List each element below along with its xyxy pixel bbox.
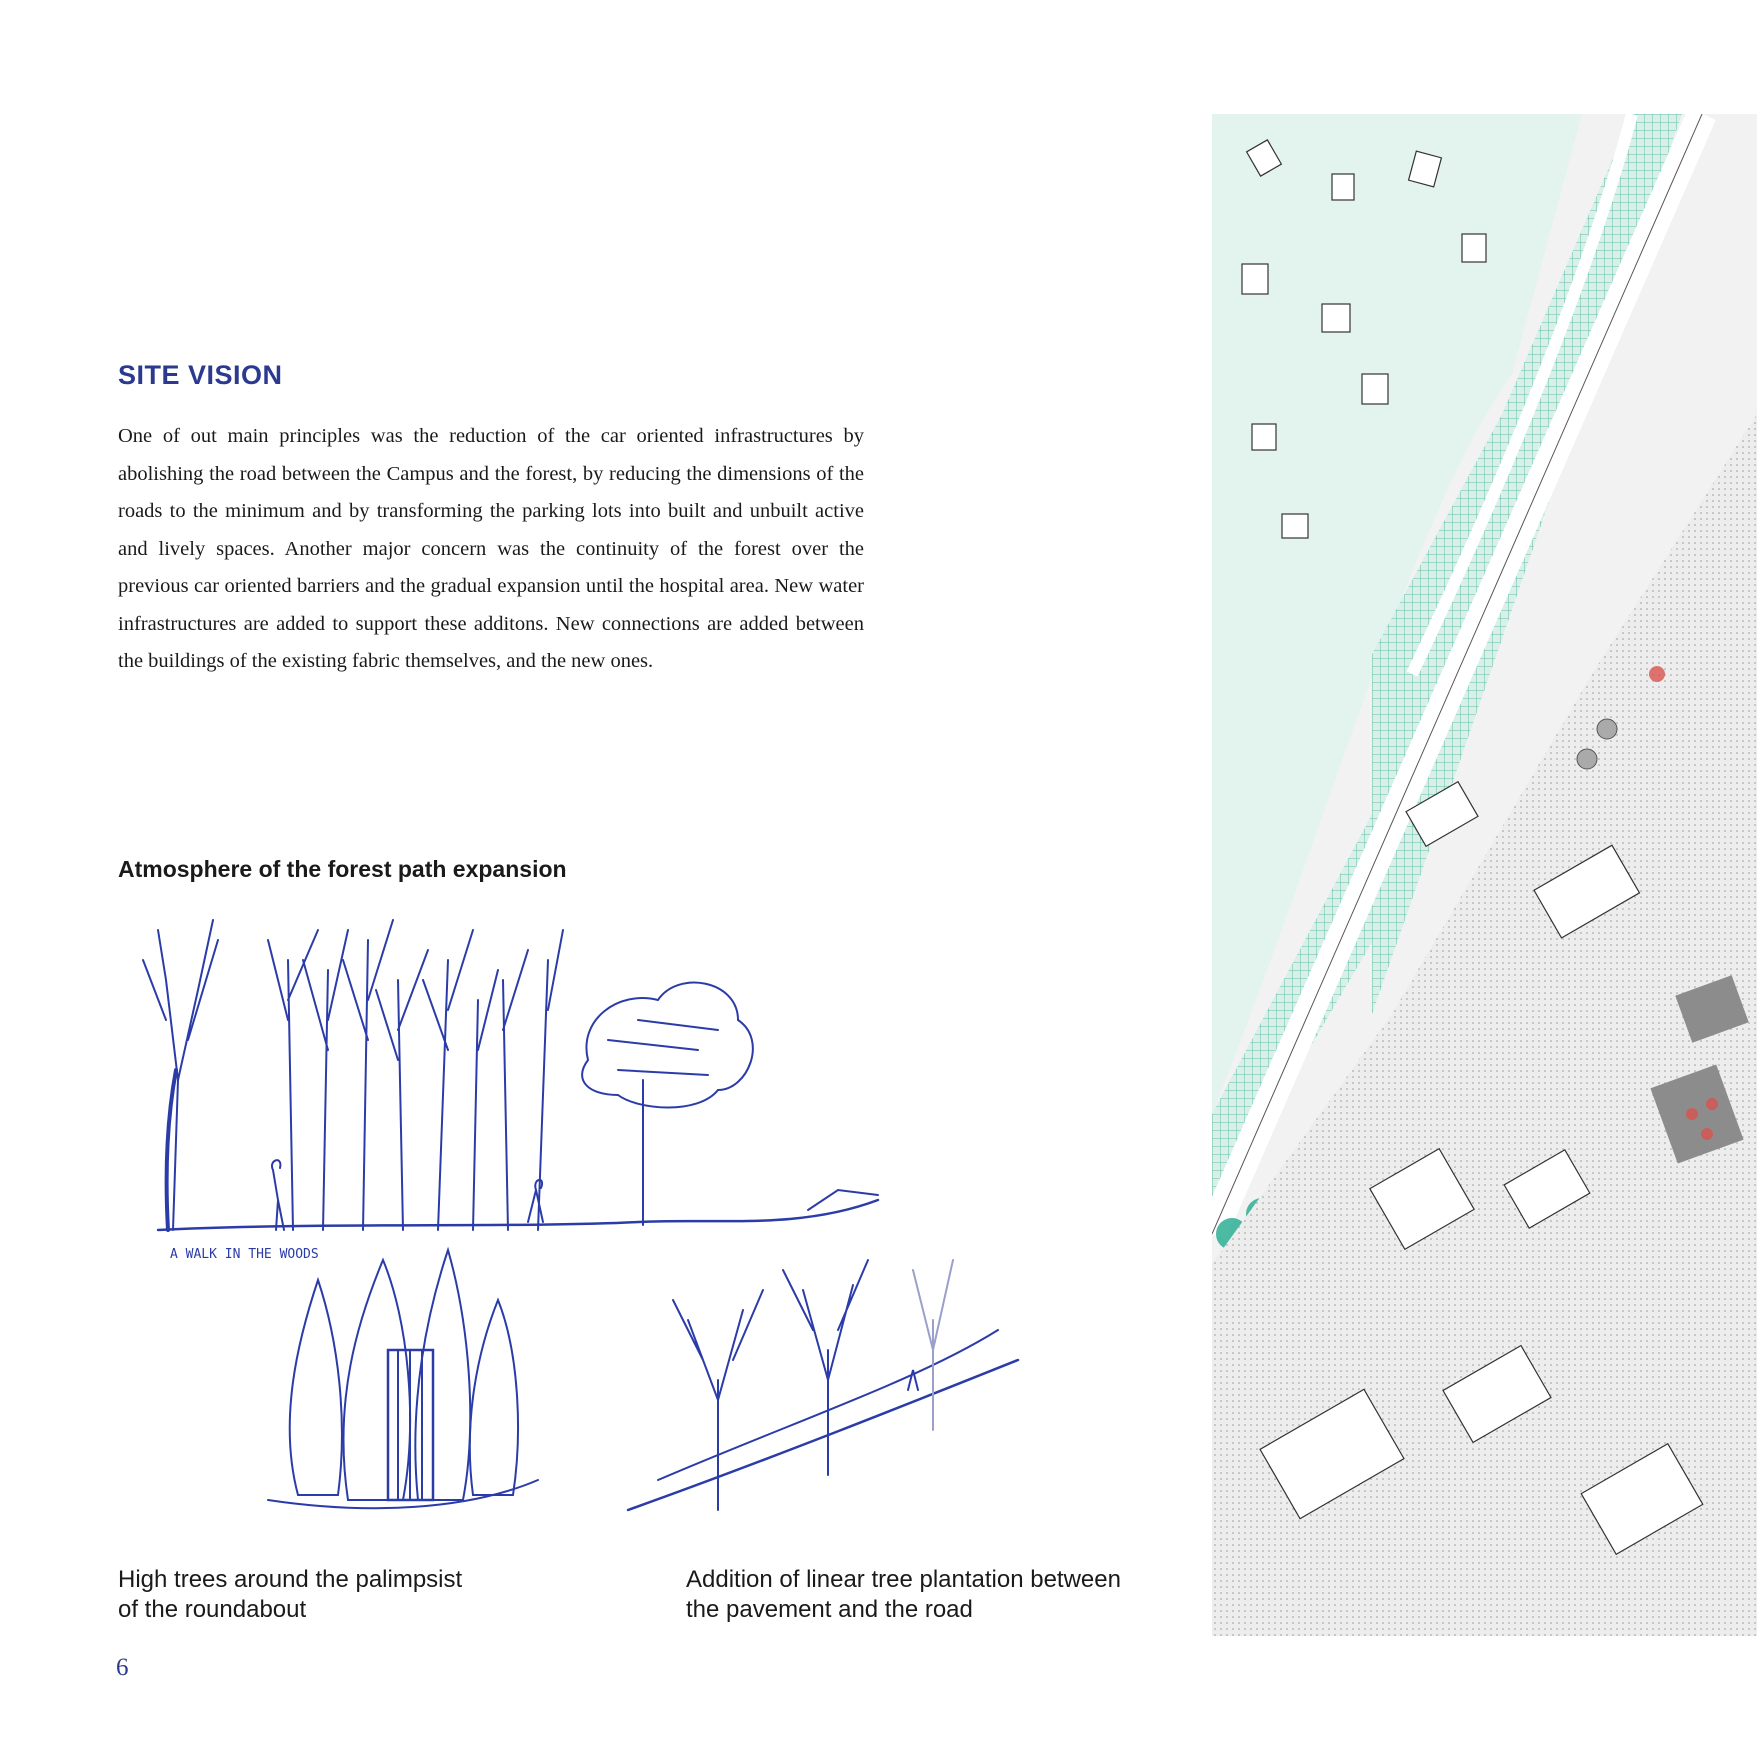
sketches-heading: Atmosphere of the forest path expansion — [118, 856, 567, 882]
body-paragraph: One of out main principles was the reduction of the car oriented infrastructures by abolishing the road between the Campus and the forest, by reducing the dimensions of the roads to the minimum and by transforming the parking lots into built and unbuilt active and lively spaces. Another major concern was the continuity of the forest over the previous car oriented barriers and the gradual expansion until the hospital area. New water infrastructures are added to support these additons. New connections are added between the buildings of the existing fabric themselves, and the new ones. — [118, 425, 864, 672]
section-title: SITE VISION — [118, 360, 283, 390]
sketch-illustrations — [118, 900, 1168, 1640]
caption-high-trees — [118, 1565, 538, 1625]
caption-high-trees-text: High trees around the palimpsist of the roundabout — [118, 1566, 463, 1623]
caption-linear-trees — [686, 1565, 1176, 1625]
caption-linear-trees-text: Addition of linear tree plantation between the pavement and the road — [686, 1566, 1121, 1623]
sketch-high-trees — [268, 1250, 538, 1508]
site-plan-map — [1212, 114, 1757, 1636]
site-plan-drawing — [1212, 114, 1757, 1636]
page-number: 6 — [116, 1654, 129, 1681]
pen-sketch-drawing — [118, 900, 1168, 1640]
sketch-linear-trees — [628, 1260, 1018, 1510]
sketch-walk-in-woods — [143, 920, 878, 1230]
handwritten-note: A WALK IN THE WOODS — [170, 1247, 319, 1262]
